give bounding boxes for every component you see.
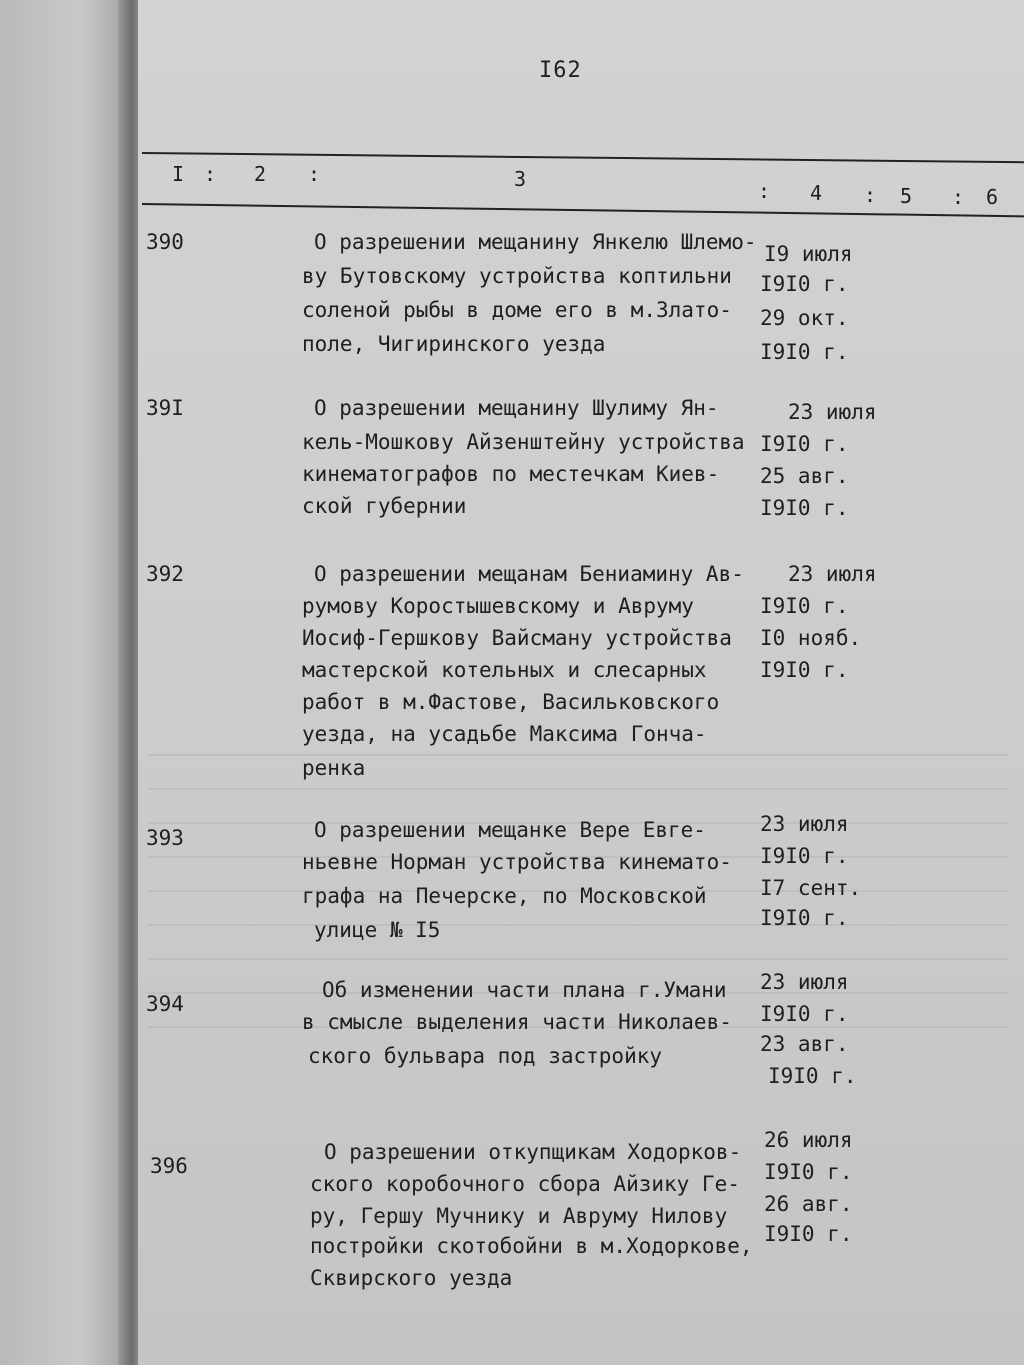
page-number: I62 [539, 58, 582, 83]
entry-text-line: работ в м.Фастове, Васильковского [302, 690, 720, 714]
entry-date: 23 июля [788, 400, 877, 424]
entry-text-line: ренка [302, 756, 366, 780]
column-separator: : [952, 185, 965, 209]
document-page [138, 0, 1024, 1365]
entry-text-line: Сквирского уезда [310, 1266, 513, 1290]
column-header-3: 3 [514, 167, 527, 191]
entry-date: I9I0 г. [768, 1064, 857, 1088]
entry-text-line: улице № I5 [314, 918, 441, 942]
entry-date: I9I0 г. [764, 1160, 853, 1184]
entry-text-line: О разрешении мещанке Вере Евге- [314, 818, 706, 842]
entry-date: I9I0 г. [764, 1222, 853, 1246]
entry-number: 393 [146, 826, 184, 850]
entry-date: 23 июля [760, 812, 849, 836]
entry-number: 390 [146, 230, 184, 254]
column-separator: : [308, 162, 321, 186]
facing-page [0, 0, 135, 1365]
entry-date: I9I0 г. [760, 340, 849, 364]
entry-number: 396 [150, 1154, 188, 1178]
entry-text-line: поле, Чигиринского уезда [302, 332, 606, 356]
entry-text-line: ву Бутовскому устройства коптильни [302, 264, 732, 288]
entry-text-line: в смысле выделения части Николаев- [302, 1010, 732, 1034]
column-header-2: 2 [254, 162, 267, 186]
entry-text-line: О разрешении откупщикам Ходорков- [324, 1140, 742, 1164]
entry-text-line: О разрешении мещанину Янкелю Шлемо- [314, 230, 757, 254]
entry-number: 392 [146, 562, 184, 586]
entry-date: I9I0 г. [760, 594, 849, 618]
entry-date: I9I0 г. [760, 496, 849, 520]
column-header-4: 4 [810, 181, 823, 205]
entry-date: I9I0 г. [760, 272, 849, 296]
entry-date: I9I0 г. [760, 432, 849, 456]
entry-text-line: румову Коростышевскому и Авруму [302, 594, 694, 618]
entry-date: 29 окт. [760, 306, 849, 330]
entry-text-line: ньевне Норман устройства кинемато- [302, 850, 732, 874]
column-separator: : [758, 179, 771, 203]
column-header-6: 6 [986, 185, 999, 209]
entry-text-line: кинематографов по местечкам Киев- [302, 462, 720, 486]
entry-text-line: уезда, на усадьбе Максима Гонча- [302, 722, 707, 746]
entry-date: I9I0 г. [760, 1002, 849, 1026]
column-header-5: 5 [900, 184, 913, 208]
entry-text-line: кель-Мошкову Айзенштейну устройства [302, 430, 745, 454]
entry-date: I9I0 г. [760, 844, 849, 868]
entry-text-line: О разрешении мещанам Бениамину Ав- [314, 562, 744, 586]
entry-date: I9I0 г. [760, 906, 849, 930]
entry-text-line: ского коробочного сбора Айзику Ге- [310, 1172, 740, 1196]
entry-date: 25 авг. [760, 464, 849, 488]
column-separator: : [204, 162, 217, 186]
entry-date: I9I0 г. [760, 658, 849, 682]
entry-number: 39I [146, 396, 184, 420]
entry-date: I0 нояб. [760, 626, 862, 650]
header-top-rule [142, 152, 1024, 163]
entry-text-line: ского бульвара под застройку [308, 1044, 663, 1068]
entry-text-line: ру, Гершу Мучнику и Авруму Нилову [310, 1204, 728, 1228]
column-separator: : [864, 183, 877, 207]
entry-text-line: мастерской котельных и слесарных [302, 658, 707, 682]
entry-number: 394 [146, 992, 184, 1016]
entry-date: I7 сент. [760, 876, 862, 900]
entry-text-line: Иосиф-Гершкову Вайсману устройства [302, 626, 732, 650]
header-bottom-rule [142, 203, 1024, 217]
entry-date: 23 авг. [760, 1032, 849, 1056]
entry-text-line: ской губернии [302, 494, 467, 518]
entry-text-line: Об изменении части плана г.Умани [322, 978, 727, 1002]
entry-date: 26 июля [764, 1128, 853, 1152]
entry-date: 26 авг. [764, 1192, 853, 1216]
entry-text-line: постройки скотобойни в м.Ходоркове, [310, 1234, 753, 1258]
entry-date: 23 июля [760, 970, 849, 994]
entry-text-line: соленой рыбы в доме его в м.Злато- [302, 298, 732, 322]
entry-date: 23 июля [788, 562, 877, 586]
column-header-1: I [172, 162, 185, 186]
entry-text-line: графа на Печерске, по Московской [302, 884, 707, 908]
entry-date: I9 июля [764, 242, 853, 266]
entry-text-line: О разрешении мещанину Шулиму Ян- [314, 396, 719, 420]
